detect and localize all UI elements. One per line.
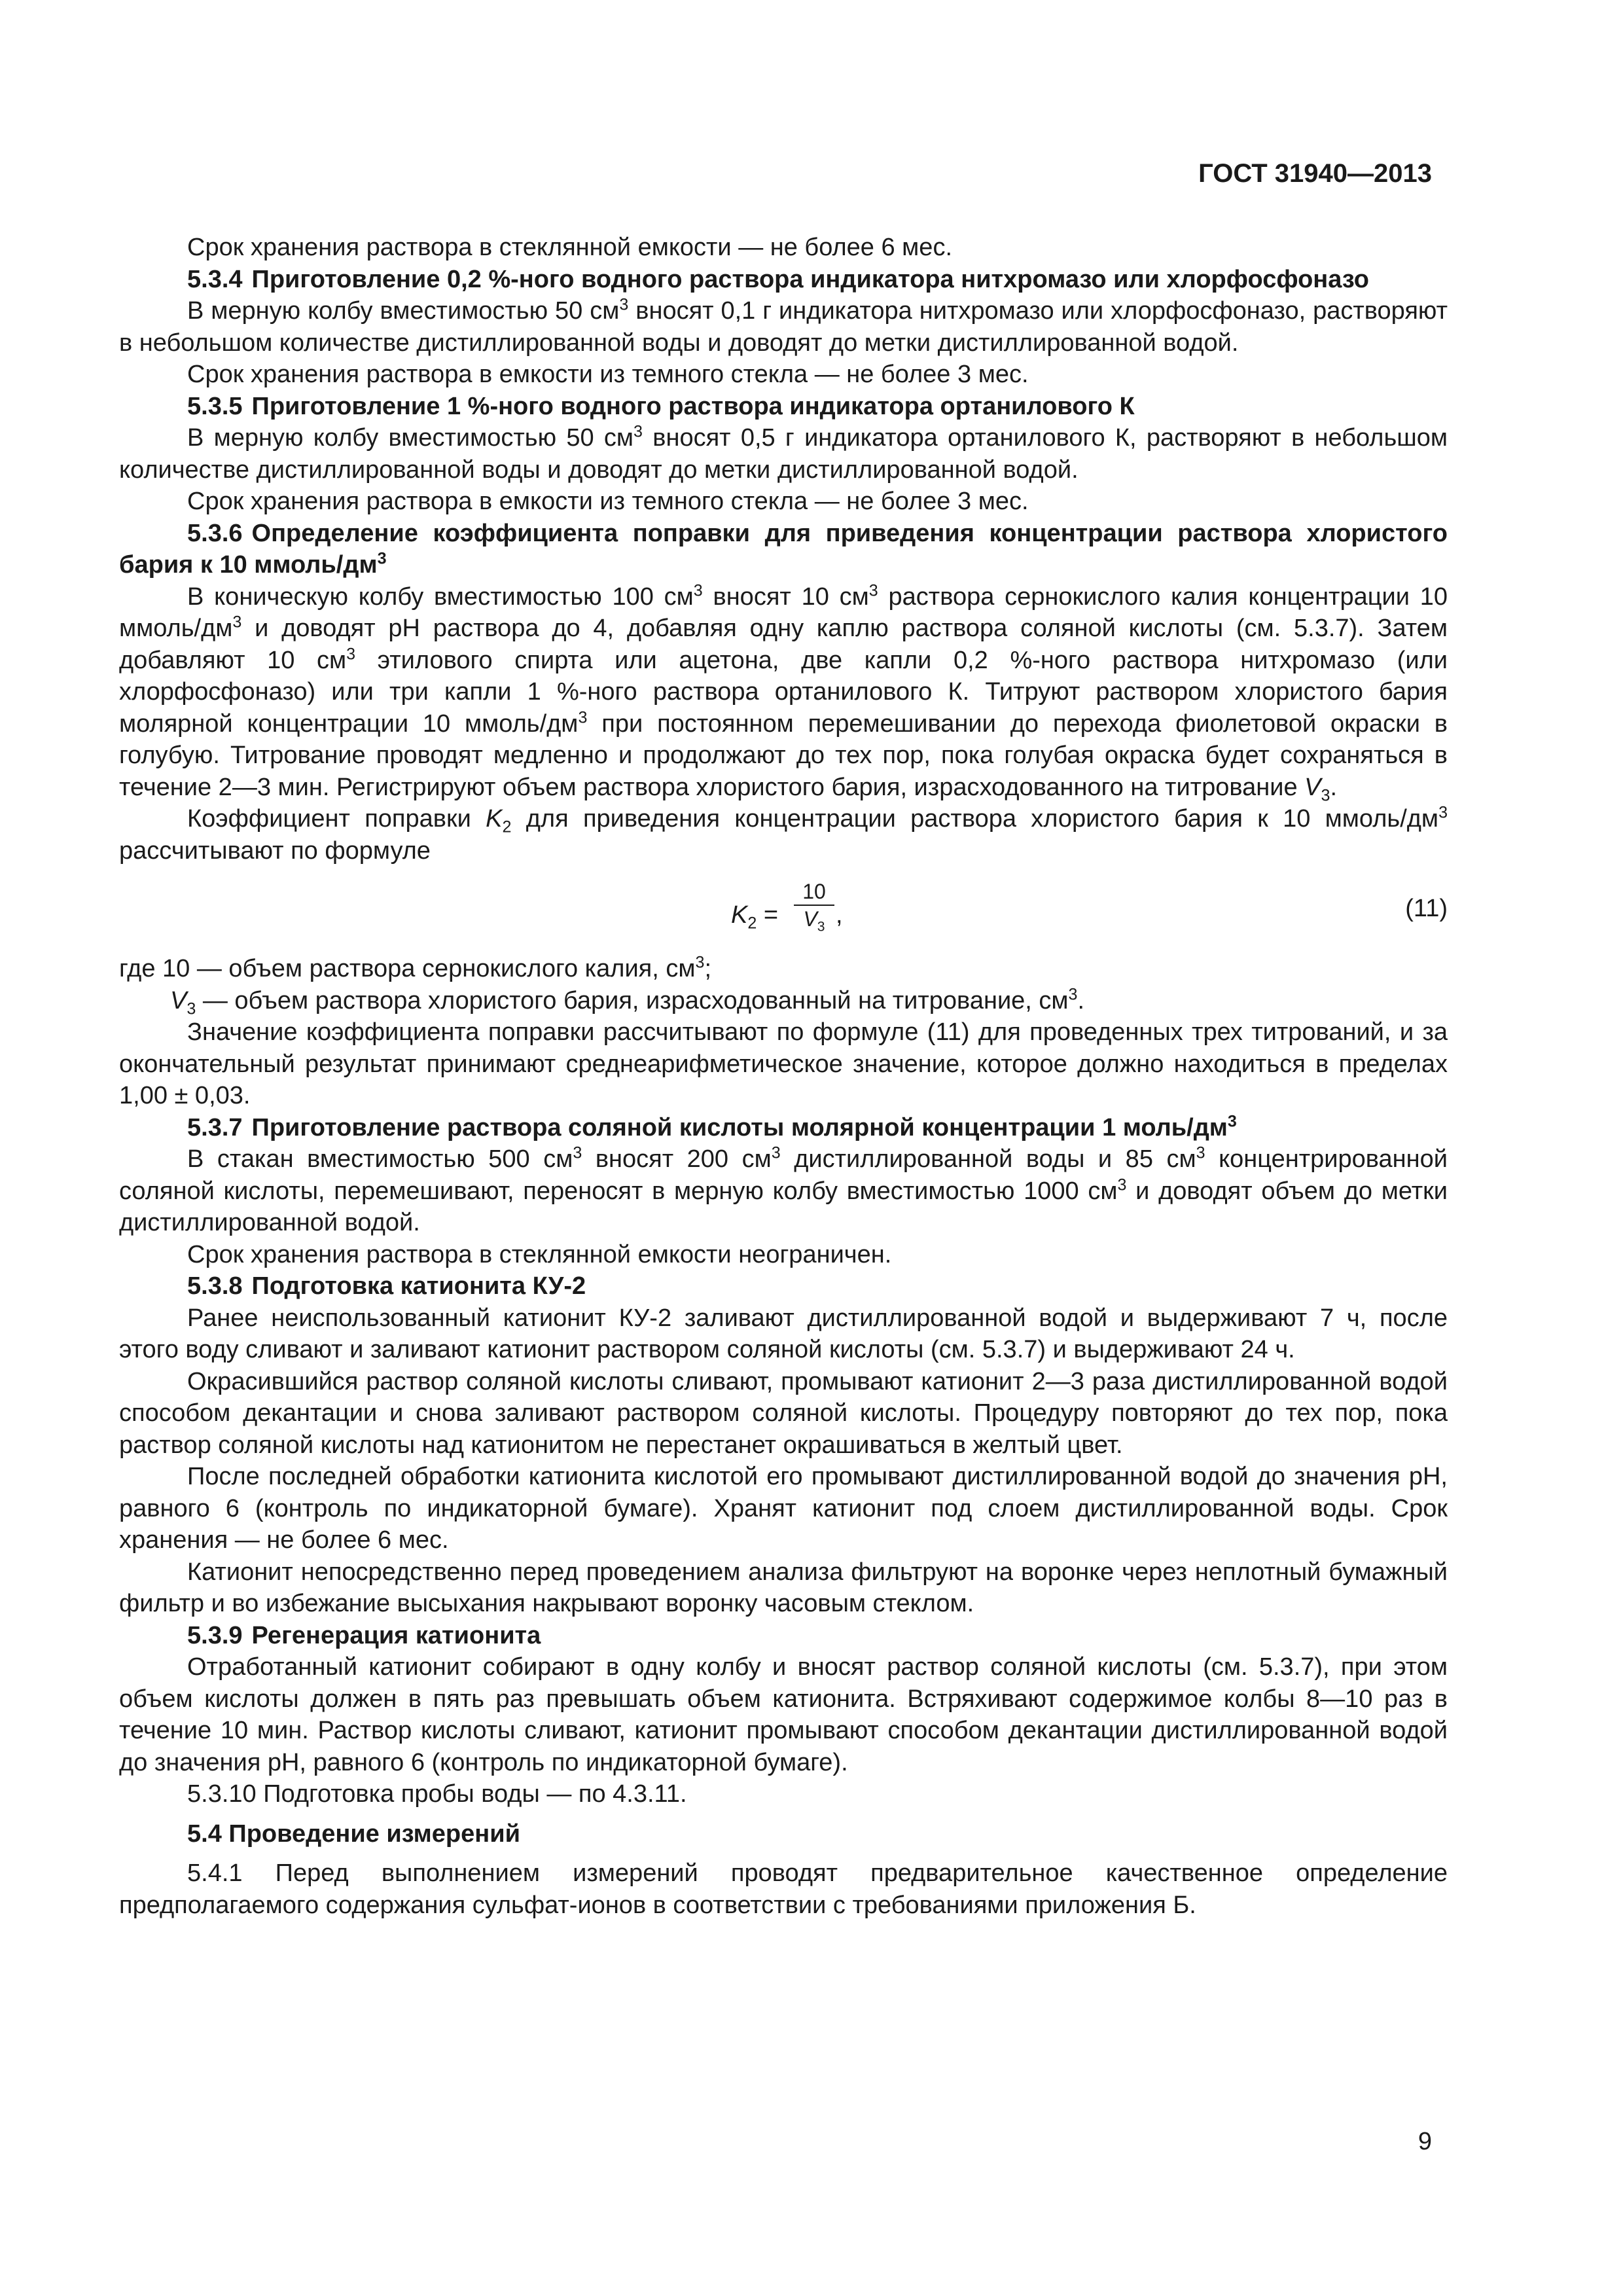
variable-v: V: [1304, 773, 1321, 801]
superscript: 3: [771, 1143, 781, 1162]
where-line: [119, 953, 1448, 985]
formula-lhs: [731, 899, 778, 931]
text-run: дистиллированной воды и 85 см: [780, 1145, 1196, 1173]
text-run: вносят 200 см: [582, 1145, 772, 1173]
superscript: 3: [1068, 984, 1078, 1003]
page-number: 9: [1418, 2128, 1432, 2155]
subscript: 3: [1321, 786, 1330, 805]
superscript: 3: [573, 1143, 582, 1162]
section-number: 5.3.6: [187, 519, 243, 547]
storage-note: Срок хранения раствора в стеклянной емкости неограничен.: [187, 1240, 892, 1268]
punctuation: .: [1330, 773, 1338, 801]
superscript: 3: [695, 953, 705, 972]
storage-note: Срок хранения раствора в емкости из темного стекла — не более 3 мес.: [187, 361, 1029, 388]
spacer: [119, 1850, 1448, 1857]
text-run: и доводят объем до метки дистиллированной водой.: [119, 1177, 1448, 1236]
subscript: 2: [502, 817, 512, 836]
variable-v: V: [803, 907, 817, 931]
storage-note: Срок хранения раствора в емкости из темного стекла — не более 3 мес.: [187, 488, 1029, 515]
text-run: этилового спирта или ацетона, две капли 0,2 %-ного раствора нитхромазо (или хлорфосфоназо) или три капли 1 %-ного раствора ортанилового К. Титруют раствором хлористого бария молярной концентрации 10 ммоль/дм: [119, 646, 1448, 738]
text-run: при постоянном перемешивании до перехода фиолетовой окраски в голубую. Титрование проводят медленно и продолжают до тех пор, пока голубая окраска будет сохраняться в течение 2—3 мин. Регистрируют объем раствора хлористого бария, израсходованного на титрование: [119, 709, 1448, 801]
section-5-3-10: 5.3.10 Подготовка пробы воды — по 4.3.11.: [187, 1780, 687, 1808]
text-run: В мерную колбу вместимостью 50 см: [187, 424, 634, 452]
paragraph: [119, 1143, 1448, 1239]
paragraph: 5.4.1 Перед выполнением измерений проводят предварительное качественное определение предполагаемого содержания сульфат-ионов в соответствии с требованиями приложения Б.: [119, 1859, 1448, 1919]
paragraph: [119, 295, 1448, 359]
section-number: 5.3.5: [187, 392, 243, 420]
paragraph: После последней обработки катионита кислотой его промывают дистиллированной водой до значения pH, равного 6 (контроль по индикаторной бумаге). Хранят катионит под слоем дистиллированной воды. Срок хранения — не более 6 мес.: [119, 1463, 1448, 1554]
text-run: В стакан вместимостью 500 см: [187, 1145, 573, 1173]
section-title: Подготовка катионита КУ-2: [251, 1272, 586, 1300]
superscript: 3: [1196, 1143, 1205, 1162]
superscript: 3: [232, 613, 242, 632]
section-heading-5-3-5: [119, 391, 1448, 423]
subscript: 3: [187, 999, 196, 1018]
fraction: [794, 878, 834, 935]
variable-v: V: [170, 986, 187, 1014]
section-title: Приготовление раствора соляной кислоты молярной концентрации 1 моль/дм: [251, 1113, 1228, 1141]
text-run: рассчитывают по формуле: [119, 836, 431, 865]
spacer: [119, 1810, 1448, 1818]
superscript: 3: [346, 644, 356, 663]
formula-number: (11): [1405, 895, 1448, 922]
text-run: вносят 10 см: [702, 583, 869, 611]
variable-k: K: [486, 805, 503, 833]
text-run: вносят 0,1 г индикатора нитхромазо или хлорфосфоназо, растворяют в небольшом количестве дистиллированной воды и доводят до метки дистиллированной водой.: [119, 297, 1448, 357]
equals-sign: =: [757, 901, 779, 929]
punctuation: ;: [704, 955, 712, 982]
subscript: 2: [747, 914, 757, 933]
superscript: 3: [1227, 1111, 1237, 1130]
section-number: 5.3.9: [187, 1621, 243, 1649]
paragraph: Отработанный катионит собирают в одну колбу и вносят раствор соляной кислоты (см. 5.3.7), при этом объем кислоты должен в пять раз превышать объем катионита. Встряхивают содержимое колбы 8—10 раз в течение 10 мин. Раствор кислоты сливают, катионит промывают способом декантации дистиллированной водой до значения pH, равного 6 (контроль по индикаторной бумаге).: [119, 1653, 1448, 1776]
superscript: 3: [633, 422, 643, 441]
superscript: 3: [578, 708, 588, 726]
section-title: Приготовление 0,2 %-ного водного раствора индикатора нитхромазо или хлорфосфоназо: [251, 265, 1370, 293]
subscript: 3: [817, 919, 825, 935]
paragraph: [119, 422, 1448, 486]
superscript: 3: [693, 581, 703, 600]
formula-11: [119, 872, 1448, 949]
where-line: [119, 985, 1448, 1017]
section-heading-5-3-9: [119, 1620, 1448, 1652]
section-heading-5-3-7: [119, 1112, 1448, 1144]
paragraph: Значение коэффициента поправки рассчитывают по формуле (11) для проведенных трех титрований, и за окончательный результат принимают среднеарифметическое значение, которое должно находиться в пределах 1,00 ± 0,03.: [119, 1018, 1448, 1109]
section-number: 5.3.4: [187, 265, 243, 293]
superscript: 3: [377, 549, 387, 568]
section-number: 5.3.8: [187, 1272, 243, 1300]
section-heading-5-3-8: [119, 1270, 1448, 1302]
text-run: Коэффициент поправки: [187, 805, 486, 833]
section-heading-5-3-6: [119, 518, 1448, 581]
text-run: — объем раствора хлористого бария, израсходованный на титрование, см: [196, 986, 1069, 1014]
storage-note: Срок хранения раствора в стеклянной емкости — не более 6 мес.: [187, 234, 953, 261]
text-run: концентрированной соляной кислоты, перемешивают, переносят в мерную колбу вместимостью 1000 см: [119, 1145, 1448, 1205]
section-heading-5-3-4: [119, 264, 1448, 296]
section-heading-5-4: 5.4 Проведение измерений: [187, 1820, 520, 1848]
fraction-denominator: [794, 906, 834, 935]
text-run: раствора сернокислого калия концентрации 10 ммоль/дм: [119, 583, 1448, 642]
punctuation: .: [1077, 986, 1085, 1014]
document-code: ГОСТ 31940—2013: [1198, 159, 1432, 188]
paragraph: Катионит непосредственно перед проведением анализа фильтруют на воронке через неплотный бумажный фильтр и во избежание высыхания накрывают воронку часовым стеклом.: [119, 1558, 1448, 1617]
variable-k: K: [731, 901, 748, 929]
section-title: Регенерация катионита: [251, 1621, 541, 1649]
text-run: В коническую колбу вместимостью 100 см: [187, 583, 694, 611]
fraction-numerator: 10: [802, 880, 826, 903]
text-run: и доводят pH раствора до 4, добавляя одну каплю раствора соляной кислоты (см. 5.3.7). Затем добавляют 10 см: [119, 615, 1448, 674]
paragraph: [119, 803, 1448, 867]
superscript: 3: [868, 581, 878, 600]
page-content: [119, 232, 1448, 1921]
text-run: В мерную колбу вместимостью 50 см: [187, 297, 620, 325]
section-title: Определение коэффициента поправки для приведения концентрации раствора хлористого бария к 10 ммоль/дм: [119, 519, 1448, 579]
section-number: 5.3.7: [187, 1113, 243, 1141]
punctuation: ,: [836, 901, 843, 929]
superscript: 3: [619, 295, 629, 314]
text-run: вносят 0,5 г индикатора ортанилового К, растворяют в небольшом количестве дистиллированной воды и доводят до метки дистиллированной водой.: [119, 424, 1448, 484]
paragraph: Окрасившийся раствор соляной кислоты сливают, промывают катионит 2—3 раза дистиллированной водой способом декантации и снова заливают раствором соляной кислоты. Процедуру повторяют до тех пор, пока раствор соляной кислоты над катионитом не перестанет окрашиваться в желтый цвет.: [119, 1367, 1448, 1459]
section-title: Приготовление 1 %-ного водного раствора индикатора ортанилового К: [251, 392, 1135, 420]
superscript: 3: [1438, 803, 1448, 822]
text-run: где 10 — объем раствора сернокислого калия, см: [119, 955, 696, 982]
paragraph: Ранее неиспользованный катионит КУ-2 заливают дистиллированной водой и выдерживают 7 ч, после этого воду сливают и заливают катионит раствором соляной кислоты (см. 5.3.7) и выдерживают 24 ч.: [119, 1304, 1448, 1363]
paragraph: [119, 581, 1448, 804]
superscript: 3: [1117, 1175, 1127, 1194]
text-run: для приведения концентрации раствора хлористого бария к 10 ммоль/дм: [511, 805, 1439, 833]
